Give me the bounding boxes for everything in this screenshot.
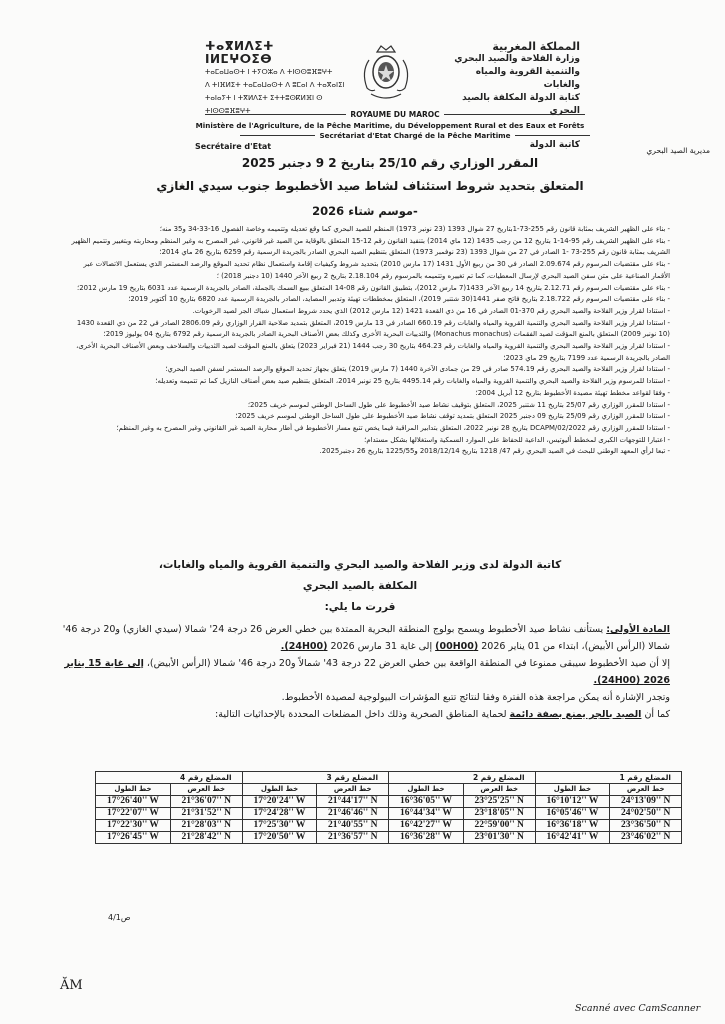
zone-header: المضلع رقم 4: [96, 772, 243, 784]
divider: [240, 135, 315, 136]
lat-header: خط العرض: [317, 784, 389, 796]
trawl-prefix: كما أن: [641, 709, 670, 720]
considerant-item: - استنادا للمقرر الوزاري رقم 25/07 بتاريخ 11 شتنبر 2025، المتعلق بتوقيف نشاط صيد الأخطبوط على طول الساحل الوطني لموسم خريف 2025؛: [247, 400, 670, 409]
considerant-item: - بناء على مقتضيات المرسوم رقم 2.09.674 الصادر في 30 من ربيع الأول 1431 (17 مارس 2010) بتحديد شروط وكيفيات إقامة واستعمال نظام تحديد الموقع والرصد المستمر الذي يستعمل الاتصالات عبر الأقمار الصناعية على متن سفن الصيد البحري لإرسال المعطيات، كما تم تغييره وتتميمه بالمرسوم رقم 2.18.104 بتاريخ 2 ربيع الآخر 1440 (10 دجنبر 2018) ؛: [83, 260, 670, 280]
longitude-cell: 17°26'40'' W: [96, 796, 171, 808]
longitude-cell: 16°05'46'' W: [535, 808, 610, 820]
secretaire-fr: Secrétaire d'Etat: [195, 142, 272, 151]
longitude-cell: 16°42'41'' W: [535, 832, 610, 844]
table-row: [96, 832, 682, 844]
lon-header: خط الطول: [389, 784, 464, 796]
latitude-cell: 23°36'50'' N: [610, 820, 682, 832]
divider: [205, 114, 346, 115]
considerant-item: - استنادا للمرسوم وزير الفلاحة والصيد البحري والتنمية القروية والمياه والغابات رقم 4495.14 بتاريخ 25 نونبر 2014، المتعلق بتنظيم صيد بعض أصناف النازيل كما تم تتميمه وتعديله؛: [155, 377, 670, 386]
handwritten-initials: ĂM: [60, 978, 83, 993]
article-1-label: المادة الأولى:: [606, 624, 670, 635]
scanner-watermark: Scanné avec CamScanner: [575, 1003, 701, 1014]
longitude-cell: 16°42'27'' W: [389, 820, 464, 832]
considerant-item: - وفقا لقواعد مخطط تهيئة مصيدة الأخطبوط بتاريخ 12 أبريل 2004؛: [475, 388, 670, 397]
secretariat-text: Secrétariat d'Etat Chargé de la Pêche Maritime: [319, 131, 511, 140]
latitude-cell: 21°36'57'' N: [317, 832, 389, 844]
secretariat-line: [240, 131, 590, 140]
latitude-cell: 23°01'30'' N: [463, 832, 535, 844]
trawl-label: الصيد بالجر يمنع بصفة دائمة: [509, 709, 642, 720]
longitude-cell: 16°10'12'' W: [535, 796, 610, 808]
longitude-cell: 16°36'28'' W: [389, 832, 464, 844]
article-1-end-time: (24H00).: [280, 641, 328, 652]
ministere-text: Ministère de l'Agriculture, de la Pêche Maritime, du Développement Rural et des Eaux et Forêts: [195, 121, 585, 130]
longitude-cell: 17°22'30'' W: [96, 820, 171, 832]
considerant-item: - تبعا لرأي المعهد الوطني للبحث في الصيد البحري رقم 47/ 1218 بتاريخ 2018/12/14 و1225/55 بتاريخ 26 دجنبر2025.: [319, 447, 670, 456]
royal-emblem-icon: [355, 42, 417, 104]
decision-subject: المتعلق بتحديد شروط استئناف لشاط صيد الأخطبوط جنوب سيدي الغازي: [156, 179, 584, 193]
latitude-cell: 21°36'07'' N: [170, 796, 242, 808]
arabic-header: [440, 40, 580, 118]
article-1-mid: إلى غاية 31 مارس 2026: [327, 641, 436, 652]
coordinates-table: [95, 771, 682, 844]
table-row: [96, 808, 682, 820]
zone-header-row: [96, 772, 682, 784]
tifinagh-line: ⵜⴰⵏⴰⵢⵜ ⵏ ⵜⴳⵍⴷⵉⵜ ⵉⵜⵜⵓⵙⴽⵍⴼⵏ ⵙ ⵜⵏⵙⵙⵓⴼⵓⵖⵜ: [205, 94, 323, 115]
decides-heading: قررت ما يلي:: [324, 601, 396, 613]
zone-header: المضلع رقم 3: [242, 772, 388, 784]
latitude-cell: 21°28'42'' N: [170, 832, 242, 844]
divider: [515, 135, 590, 136]
table-row: [96, 820, 682, 832]
trawl-text: لحماية المناطق الصخرية وذلك داخل المضلعات المحددة بالإحداثيات التالية:: [215, 709, 510, 720]
latitude-cell: 23°46'02'' N: [610, 832, 682, 844]
longitude-cell: 16°36'18'' W: [535, 820, 610, 832]
longitude-cell: 17°22'07'' W: [96, 808, 171, 820]
considerant-item: - استنادا لقرار وزير الفلاحة والصيد البحري رقم 574.19 صادر في 29 من جمادى الآخرة 1440 (7 مارس 2019) يتعلق بجهاز تحديد الموقع والرصد المستمر لسفن الصيد البحري؛: [165, 365, 670, 374]
longitude-cell: 17°20'50'' W: [242, 832, 317, 844]
latitude-cell: 21°31'52'' N: [170, 808, 242, 820]
longitude-cell: 17°20'24'' W: [242, 796, 317, 808]
zone-header: المضلع رقم 2: [389, 772, 535, 784]
divider: [444, 114, 585, 115]
authority-subheading: المكلفة بالصيد البحري: [302, 580, 418, 592]
article-1: [60, 621, 670, 655]
trawl-paragraph: [60, 706, 670, 723]
longitude-cell: 16°44'34'' W: [389, 808, 464, 820]
considerant-item: - استنادا للمقرر الوزاري رقم 2022/DCAPM/02 بتاريخ 28 نونبر 2022، المتعلق بتدابير المراقبة فيما يخص تتبع مسار الأخطبوط في أطار محاربة الصيد غير القانوني وغير المصرح به وغير المنظم؛: [116, 423, 670, 432]
considerant-item: - استنادا لقرار وزير الفلاحة والصيد البحري والتنمية القروية والمياه والغابات رقم 660.19 الصادر في 13 مارس 2019، المتعلق بتمديد صلاحية القرار الوزاري رقم 2806.09 الصادر في 22 من ذي القعدة 1430 (10 نونبر 2009) المتعلق بالمنع المؤقت لصيد الفقمات (Monachus monachus) والثدييات البحرية الأخرى وكذلك بعض الأصناف البحرية الصادر بالجريدة الرسمية رقم 6792 بتاريخ 04 يوليوز 2019؛: [76, 318, 670, 339]
page-number: ص4/1: [108, 913, 131, 922]
latitude-cell: 21°46'46'' N: [317, 808, 389, 820]
royaume-line: [205, 110, 585, 119]
zone-header: المضلع رقم 1: [535, 772, 681, 784]
column-header-row: [96, 784, 682, 796]
considerants-list: [70, 224, 670, 458]
article-1-text: يستأنف نشاط صيد الأخطبوط ويسمح بولوج المنطقة البحرية الممتدة بين خطي العرض 26 درجة 24' شمالا (سيدي الغازي) و20 درجة 46' شمالا (الرأس الأبيض)، ابتداء من 01 يناير 2026: [62, 624, 670, 652]
articles-block: [60, 621, 670, 723]
latitude-cell: 21°28'03'' N: [170, 820, 242, 832]
lon-header: خط الطول: [242, 784, 317, 796]
lon-header: خط الطول: [96, 784, 171, 796]
considerant-item: - بناء على مقتضيات المرسوم رقم 2.18.722 بتاريخ فاتح صفر 1441(30 شتنبر 2019)، المتعلق بمخططات تهيئة وتدبير المصايد، الصادر بالجريدة الرسمية عدد 6820 بتاريخ 10 أكتوبر 2019؛: [128, 295, 670, 304]
tifinagh-line: ⴷ ⵜⵏⴼⵍⵉⵜ ⵜⴰⵎⴰⵡⴰⵙⵜ ⴷ ⵓⵎⴰⵏ ⴷ ⵜⴰⴳⴰⵏⵉⵏ: [205, 81, 345, 89]
tifinagh-line: ⵜⴰⵎⴰⵡⴰⵙⵜ ⵏ ⵜⵢⵔⵣⴰ ⴷ ⵜⵏⵙⵙⵓⴼⵓⵖⵜ: [205, 68, 333, 76]
decision-title: المقرر الوزاري رقم 25/10 بتاريخ 2 9 دجنبر 2025: [241, 156, 539, 170]
latitude-cell: 21°44'17'' N: [317, 796, 389, 808]
royaume-text: ROYAUME DU MAROC: [350, 110, 440, 119]
tifinagh-header: [205, 40, 345, 118]
lon-header: خط الطول: [535, 784, 610, 796]
exception-text: إلا أن صيد الأخطبوط سيبقى ممنوعا في المنطقة الواقعة بين خطي العرض 22 درجة 43' شمالاً و20 درجة 46' شمالا (الرأس الأبيض)،: [143, 658, 670, 669]
lat-header: خط العرض: [610, 784, 682, 796]
considerant-item: - استنادا لقرار وزير الفلاحة والصيد البحري رقم 370-01 الصادر في 16 من ذي القعدة 1421 (12 مارس 2012) الذي يحدد شروط استعمال شباك الجر لصيد الرخويات.: [192, 306, 670, 315]
considerant-item: - بناء على مقتضيات المرسوم رقم 2.12.71 بتاريخ 14 ربيع الآخر 1433(7 مارس 2012)، بتطبيق القانون رقم 08-14 المتعلق ببيع السمك بالجملة، الصادر بالجريدة الرسمية عدد 6031 بتاريخ 19 مارس 2012؛: [76, 283, 670, 292]
considerant-item: - استنادا لقرار وزير الفلاحة والصيد البحري والتنمية القروية والمياه والغابات رقم 464.23 بتاريخ 30 رجب 1444 (21 فبراير 2023) يتعلق بالمنع المؤقت لصيد الثدييات والسلاحف وبعض الأصناف البحرية الأخرى، الصادر بالجريدة الرسمية عدد 7199 بتاريخ 29 ماي 2023؛: [76, 342, 670, 362]
longitude-cell: 17°24'28'' W: [242, 808, 317, 820]
secretaire-ar: كاتبة الدولة: [529, 140, 580, 150]
longitude-cell: 16°36'05'' W: [389, 796, 464, 808]
arabic-header-line: كتابة الدولة المكلفة بالصيد البحري: [462, 93, 580, 116]
arabic-header-line: وزارة الفلاحة والصيد البحري: [454, 54, 580, 64]
arabic-header-line: والتنمية القروية والمياه والغابات: [475, 67, 580, 90]
considerant-item: - استنادا للمقرر الوزاري رقم 25/09 بتاريخ 09 دجنبر 2025 المتعلق بتمديد توقف نشاط صيد الأخطبوط على طول الساحل الوطني لموسم خريف 2025؛: [235, 412, 670, 421]
tifinagh-line: ⵜⴰⴳⵍⴷⵉⵜ ⵏⵍⵎⵖⵔⵉⴱ: [205, 39, 275, 66]
latitude-cell: 22°59'00'' N: [463, 820, 535, 832]
considerant-item: - اعتبارا للتوجهات الكبرى لمخطط أليوتيس، الداعية للحفاظ على الموارد السمكية واستغلالها بشكل مستدام؛: [364, 435, 670, 444]
lat-header: خط العرض: [170, 784, 242, 796]
considerant-item: - بناء على الظهير الشريف رقم 95-14-1 بتاريخ 12 من رجب 1435 (12 ماي 2014) بتنفيذ القانون رقم 12-15 المتعلق بالوقاية من الصيد غير قانوني، غير المصرح به وغير المنظم ومحاربته وبتغيير وتتميم الظهير الشريف بمثابة قانون رقم 255-73 -1 الصادر في 27 من شوال 1393 (23 نوفمبر 1973) المتعلق بتنظيم الصيد البحري الصادر بالجريدة الرسمية رقم 6259 بتاريخ 26 ماي 2014؛: [71, 236, 670, 257]
direction-label: مديرية الصيد البحري: [646, 146, 710, 155]
considerant-item: - بناء على الظهير الشريف بمثابة قانون رقم 255-73-1بتاريخ 27 شوال 1393 (23 نونبر 1973) المنظم للصيد البحري كما وقع تعديله وتتميمه وخاصة الفصول 16-33-34 و35 منه؛: [159, 225, 670, 233]
latitude-cell: 24°13'09'' N: [610, 796, 682, 808]
latitude-cell: 23°25'25'' N: [463, 796, 535, 808]
latitude-cell: 21°40'55'' N: [317, 820, 389, 832]
arabic-header-line: المملكة المغربية: [492, 40, 580, 53]
review-paragraph: وتجدر الإشارة أنه يمكن مراجعة هذه الفترة وفقا لنتائج تتبع المؤشرات البيولوجية لمصيدة الأخطبوط.: [281, 692, 670, 703]
season-label: -موسم شتاء 2026: [312, 204, 418, 218]
exception-paragraph: [60, 655, 670, 689]
article-1-start-time: (00H00): [435, 641, 479, 652]
lat-header: خط العرض: [463, 784, 535, 796]
exception-until: إلى غاية 15 يناير 2026 (24H00).: [64, 658, 670, 686]
table-row: [96, 796, 682, 808]
authority-heading: كاتبة الدولة لدى وزير الفلاحة والصيد البحري والتنمية القروية والمياه والغابات،: [158, 559, 562, 571]
latitude-cell: 24°02'50'' N: [610, 808, 682, 820]
latitude-cell: 23°18'05'' N: [463, 808, 535, 820]
longitude-cell: 17°25'30'' W: [242, 820, 317, 832]
longitude-cell: 17°26'45'' W: [96, 832, 171, 844]
